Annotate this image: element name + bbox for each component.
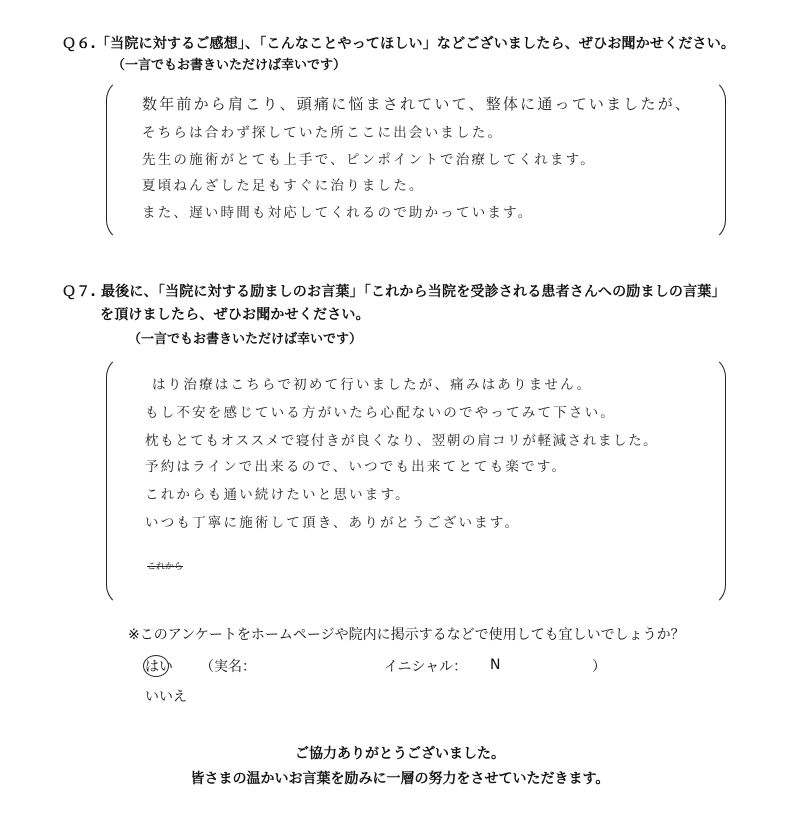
q7-note: （一言でもお書きいただけば幸いです） — [128, 332, 363, 347]
close-paren: ） — [592, 659, 606, 675]
q7-question-line1: Ｑ７. 最後に、「当院に対する励ましのお言葉」「これから当院を受診される患者さんへの励ましの言葉」 — [62, 284, 726, 300]
q6-answer-line: 夏頃ねんざした足もすぐに治りました。 — [142, 178, 425, 194]
consent-question: ※このアンケートをホームページや院内に掲示するなどで使用しても宜しいでしょうか？ — [128, 627, 685, 643]
q6-note: （一言でもお書きいただけば幸いです） — [112, 58, 347, 73]
q6-answer-line: 先生の施術がとても上手で、ピンポイントで治療してくれます。 — [142, 152, 596, 168]
closing-line1: ご協力ありがとうございました。 — [295, 746, 505, 762]
q6-answer-line: そちらは合わず探していた所ここに出会いました。 — [142, 125, 504, 141]
consent-yes-option[interactable]: はい — [145, 659, 173, 675]
q6-question: Ｑ６.「当院に対するご感想」、「こんなことやってほしい」などございましたら、ぜひお聞かせください。 — [62, 36, 736, 52]
q7-answer-line: いつも丁寧に施術して頂き、ありがとうございます。 — [145, 515, 521, 531]
initial-value[interactable]: N — [490, 657, 501, 673]
closing-line2: 皆さまの温かいお言葉を励みに一層の努力をさせていただきます。 — [190, 771, 610, 787]
q7-answer-line: 枕もとてもオススメで寝付きが良くなり、翌朝の肩コリが軽減されました。 — [145, 433, 659, 449]
real-name-label: （実名： — [200, 659, 256, 675]
initial-label: イニシャル： — [384, 659, 468, 675]
q7-question-line2: を頂けましたら、ぜひお聞かせください。 — [100, 307, 370, 323]
q7-answer-line: もし不安を感じている方がいたら心配ないのでやってみて下さい。 — [145, 405, 616, 421]
q7-answer-line: これからも通い続けたいと思います。 — [145, 487, 411, 503]
q7-answer-line: 予約はラインで出来るので、いつでも出来てとても楽です。 — [145, 459, 568, 475]
q6-answer-line: 数年前から肩こり、頭痛に悩まされていて、整体に通っていましたが、 — [142, 95, 693, 113]
struck-text: これから — [147, 562, 184, 572]
q6-answer-line: また、遅い時間も対応してくれるので助かっています。 — [142, 205, 534, 221]
q7-answer-line: はり治療はこちらで初めて行いましたが、痛みはありません。 — [152, 377, 593, 393]
consent-no-option[interactable]: いいえ — [145, 689, 187, 705]
